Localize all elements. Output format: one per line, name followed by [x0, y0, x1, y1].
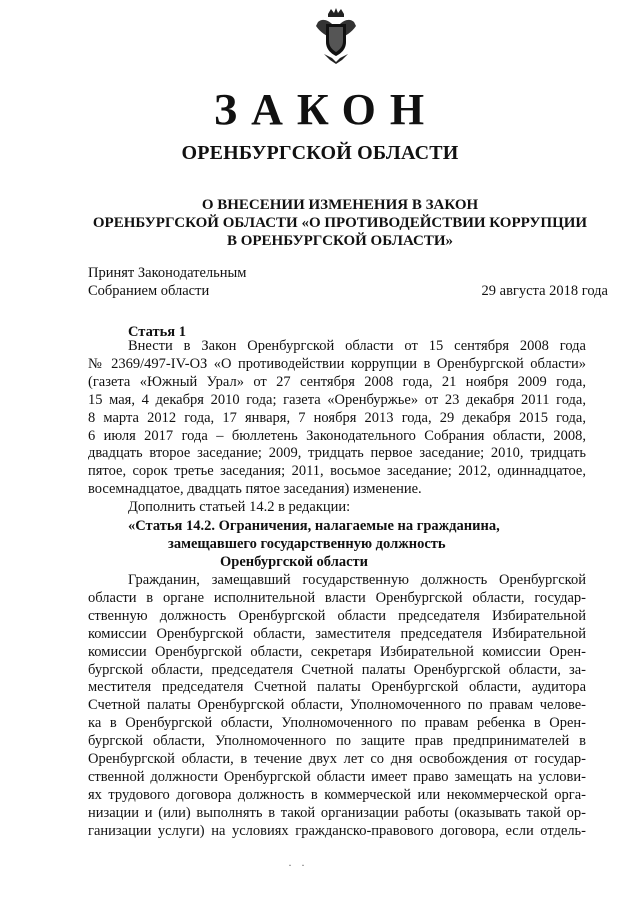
text-line: ях трудового договора должность в коммерческой или некоммерческой орга- — [88, 786, 586, 803]
text-line: комиссии Оренбургской области, секретаря Избирательной комиссии Орен- — [88, 643, 586, 660]
heading-line: О ВНЕСЕНИИ ИЗМЕНЕНИЯ В ЗАКОН — [201, 197, 479, 213]
law-heading — [60, 196, 620, 250]
text-line: ка в Оренбургской области, Уполномоченного по правам ребенка в Орен- — [88, 715, 586, 732]
text-line: пятое, сорок третье заседания; 2011, восьмое заседание; 2012, одиннадцатое, — [88, 463, 586, 480]
text-line: ственной должности Оренбургской области имеет право замещать на услови- — [88, 768, 586, 785]
heading-line: В ОРЕНБУРГСКОЙ ОБЛАСТИ» — [226, 233, 454, 249]
text-line: местителя председателя Счетной палаты Оренбургской области, аудитора — [88, 679, 586, 696]
text-line: ственную должность Оренбургской области председателя Избирательной — [88, 607, 586, 624]
new-article-title-line: «Статья 14.2. Ограничения, налагаемые на гражданина, — [128, 518, 500, 534]
text-line: Гражданин, замещавший государственную должность Оренбургской — [128, 572, 586, 588]
text-line: ганизации услуги) на условиях гражданско-правового договора, если отдель- — [88, 822, 586, 839]
new-article-title-line: Оренбургской области — [220, 553, 368, 570]
law-subtitle: ОРЕНБУРГСКОЙ ОБЛАСТИ — [181, 142, 459, 164]
text-line: 6 июля 2017 года – бюллетень Законодательного Собрания области, 2008, — [88, 427, 586, 444]
text-line: 8 марта 2012 года, 17 января, 7 ноября 2013 года, 29 декабря 2015 года, — [88, 409, 586, 426]
adoption-block — [88, 264, 608, 300]
text-line: бургской области, Уполномоченного по защите прав предпринимателей в — [88, 733, 586, 750]
text-line: 15 мая, 4 декабря 2010 года; газета «Оренбуржье» от 23 декабря 2011 года, — [88, 391, 586, 408]
page-footer-mark: · · — [288, 858, 308, 872]
text-line: бургской области, председателя Счетной палаты Оренбургской области, за- — [88, 661, 586, 678]
new-article-title — [128, 518, 588, 572]
text-line: Счетной палаты Оренбургской области, Уполномоченного по правам челове- — [88, 697, 586, 714]
text-line: (газета «Южный Урал» от 27 сентября 2008 года, 21 ноября 2009 года, — [88, 373, 586, 390]
adopted-by-line2: Собранием области — [88, 283, 210, 299]
paragraph-3 — [88, 572, 586, 841]
law-title: ЗАКОН — [213, 85, 439, 134]
text-line: области в органе исполнительной власти Оренбургской области, государ- — [88, 589, 586, 606]
text-line: восемнадцатое, двадцать пятое заседания) изменение. — [88, 481, 422, 498]
text-line: Оренбургской области, в течение двух лет со дня освобождения от государ- — [88, 751, 586, 768]
text-line: № 2369/497-IV-ОЗ «О противодействии коррупции в Оренбургской области» — [88, 355, 586, 372]
article-title: Статья 1 — [128, 324, 186, 340]
coat-of-arms-icon — [312, 6, 360, 64]
text-line: Внести в Закон Оренбургской области от 15 сентября 2008 года — [128, 338, 586, 354]
paragraph-2: Дополнить статьей 14.2 в редакции: — [128, 499, 351, 516]
new-article-title-line: замещавшего государственную должность — [168, 535, 446, 552]
text-line: двадцать второе заседание; 2009, тридцать первое заседание; 2010, тридцать — [88, 445, 586, 462]
heading-line: ОРЕНБУРГСКОЙ ОБЛАСТИ «О ПРОТИВОДЕЙСТВИИ КОРРУПЦИИ — [92, 215, 588, 231]
text-line: низации и (или) выполнять в такой организации работы (оказывать такой ор- — [88, 804, 586, 821]
paragraph-1 — [88, 338, 586, 517]
adoption-date: 29 августа 2018 года — [481, 283, 608, 299]
text-line: комиссии Оренбургской области, заместителя председателя Избирательной — [88, 625, 586, 642]
adopted-by-line1: Принят Законодательным — [88, 265, 247, 281]
